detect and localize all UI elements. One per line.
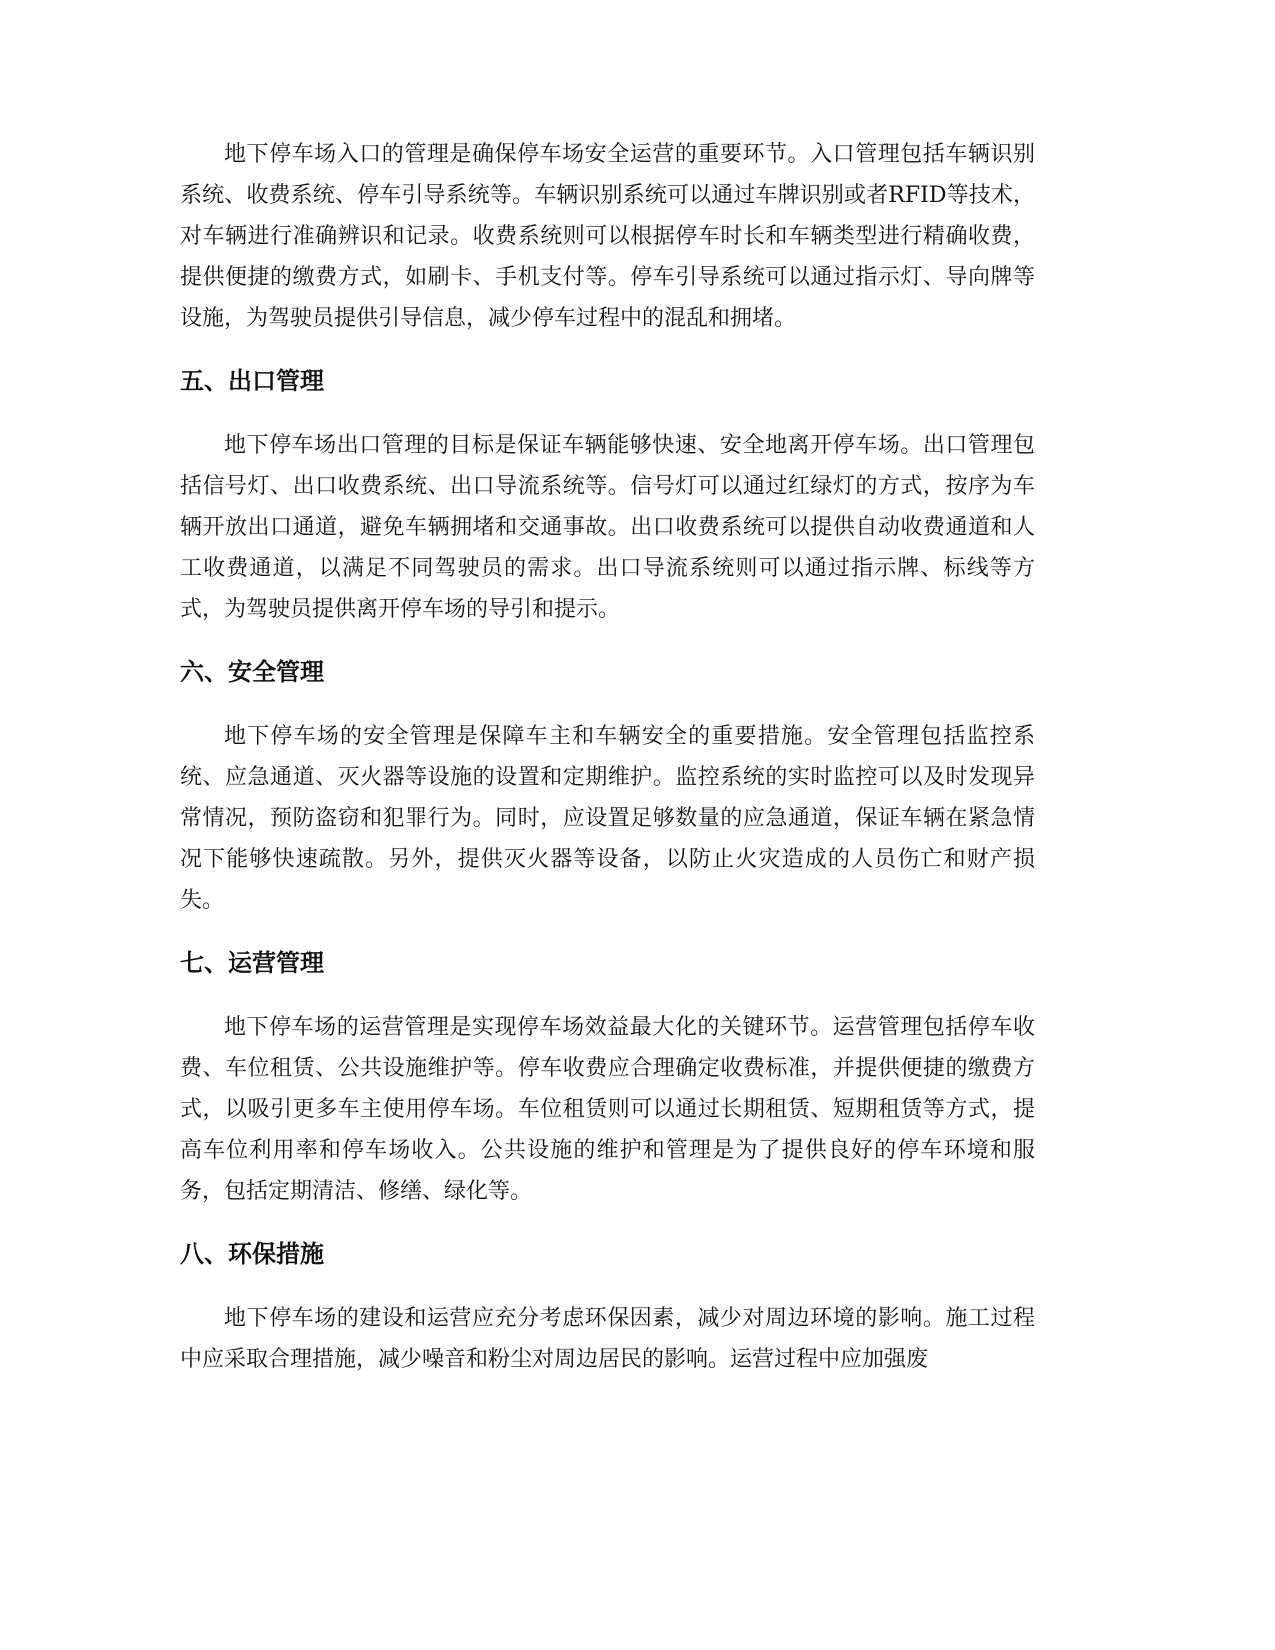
paragraph-environmental-measures: 地下停车场的建设和运营应充分考虑环保因素，减少对周边环境的影响。施工过程中应采取合理措施，减少噪音和粉尘对周边居民的影响。运营过程中应加强废 <box>180 1306 1035 1372</box>
heading-environmental-measures: 八、环保措施 <box>180 1240 324 1268</box>
paragraph-entrance-management: 地下停车场入口的管理是确保停车场安全运营的重要环节。入口管理包括车辆识别系统、收费系统、停车引导系统等。车辆识别系统可以通过车牌识别或者RFID等技术，对车辆进行准确辨识和记录。收费系统则可以根据停车时长和车辆类型进行精确收费，提供便捷的缴费方式，如刷卡、手机支付等。停车引导系统可以通过指示灯、导向牌等设施，为驾驶员提供引导信息，减少停车过程中的混乱和拥堵。 <box>180 142 1035 331</box>
document-page <box>180 134 1035 1380</box>
paragraph-exit-management: 地下停车场出口管理的目标是保证车辆能够快速、安全地离开停车场。出口管理包括信号灯、出口收费系统、出口导流系统等。信号灯可以通过红绿灯的方式，按序为车辆开放出口通道，避免车辆拥堵和交通事故。出口收费系统可以提供自动收费通道和人工收费通道，以满足不同驾驶员的需求。出口导流系统则可以通过指示牌、标线等方式，为驾驶员提供离开停车场的导引和提示。 <box>180 433 1035 622</box>
heading-operations-management: 七、运营管理 <box>180 949 324 977</box>
paragraph-safety-management: 地下停车场的安全管理是保障车主和车辆安全的重要措施。安全管理包括监控系统、应急通道、灭火器等设施的设置和定期维护。监控系统的实时监控可以及时发现异常情况，预防盗窃和犯罪行为。同时，应设置足够数量的应急通道，保证车辆在紧急情况下能够快速疏散。另外，提供灭火器等设备，以防止火灾造成的人员伤亡和财产损失。 <box>180 724 1035 913</box>
heading-exit-management: 五、出口管理 <box>180 367 324 395</box>
paragraph-operations-management: 地下停车场的运营管理是实现停车场效益最大化的关键环节。运营管理包括停车收费、车位租赁、公共设施维护等。停车收费应合理确定收费标准，并提供便捷的缴费方式，以吸引更多车主使用停车场。车位租赁则可以通过长期租赁、短期租赁等方式，提高车位利用率和停车场收入。公共设施的维护和管理是为了提供良好的停车环境和服务，包括定期清洁、修缮、绿化等。 <box>180 1015 1035 1204</box>
heading-safety-management: 六、安全管理 <box>180 658 324 686</box>
